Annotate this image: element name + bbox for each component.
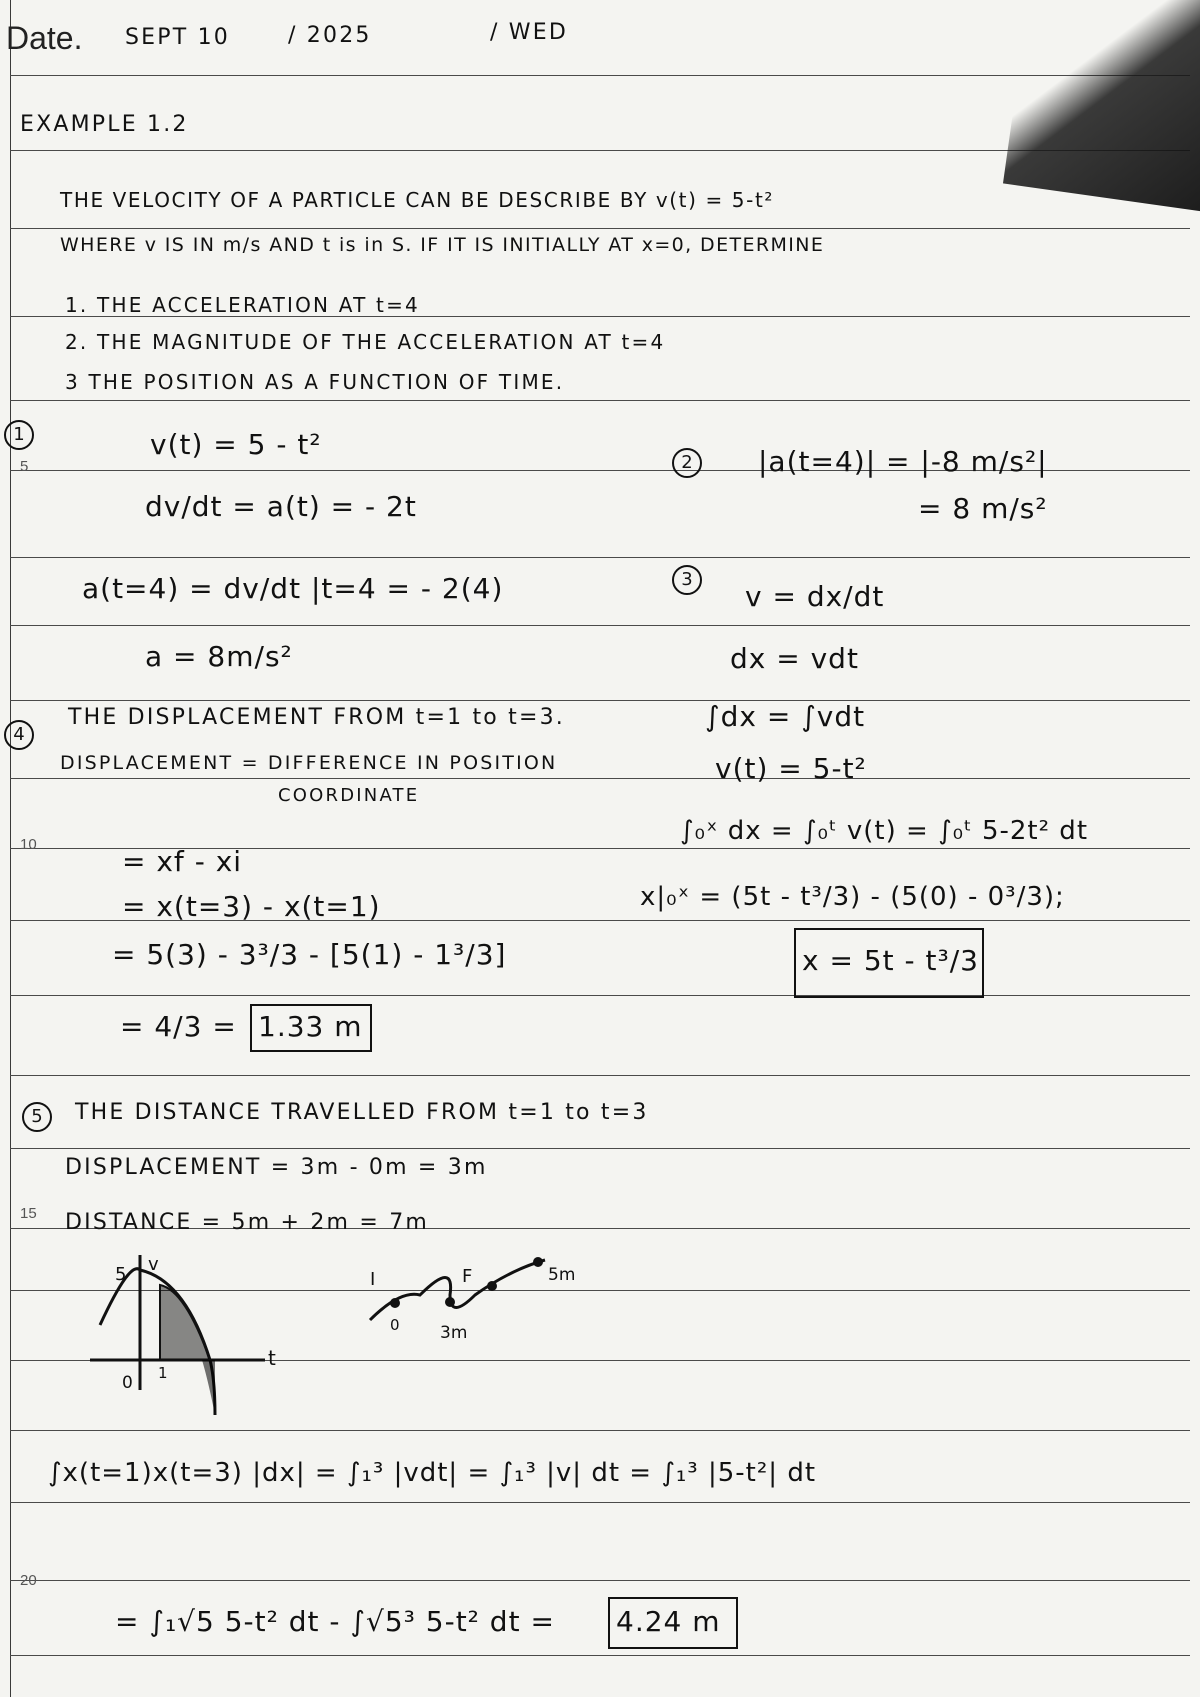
part5-line1: THE DISTANCE TRAVELLED FROM t=1 to t=3 — [75, 1100, 649, 1125]
part5-marker: 5 — [22, 1102, 52, 1132]
part3-line3: ∫dx = ∫vdt — [705, 700, 866, 733]
zero-label: 0 — [122, 1373, 133, 1393]
ruled-line — [10, 557, 1190, 558]
ruled-line — [10, 1148, 1190, 1149]
part4-step4: = 4/3 = — [120, 1010, 237, 1043]
ruled-line — [10, 995, 1190, 996]
ruled-line — [10, 1655, 1190, 1656]
part4-line1: THE DISPLACEMENT FROM t=1 to t=3. — [68, 705, 566, 730]
task-item: 1. THE ACCELERATION AT t=4 — [65, 293, 420, 317]
part4-step3: = 5(3) - 3³/3 - [5(1) - 1³/3] — [112, 938, 507, 971]
date-label: Date. — [6, 20, 83, 56]
ruled-line — [10, 1580, 1190, 1581]
part4-marker: 4 — [4, 720, 34, 750]
part2-marker: 2 — [672, 448, 702, 478]
part1-evaluate: a(t=4) = dv/dt |t=4 = - 2(4) — [82, 572, 504, 605]
particle-path — [370, 1260, 545, 1320]
ruled-line — [10, 625, 1190, 626]
ruled-line — [10, 75, 1190, 76]
line-number: 20 — [20, 1572, 37, 1589]
five-label: 5 — [115, 1264, 127, 1285]
initial-label: I — [370, 1269, 376, 1290]
part5-result: 4.24 m — [616, 1605, 721, 1638]
problem-statement-line2: WHERE v IS IN m/s AND t is in S. IF IT IS INITIALLY AT x=0, DETERMINE — [60, 234, 825, 256]
part4-step1: = xf - xi — [122, 845, 243, 878]
one-label: 1 — [158, 1364, 168, 1382]
part3-line2: dx = vdt — [730, 642, 859, 675]
part3-result: x = 5t - t³/3 — [802, 944, 979, 977]
ruled-line — [10, 1075, 1190, 1076]
part4-result: 1.33 m — [258, 1010, 363, 1043]
part5-line2: DISPLACEMENT = 3m - 0m = 3m — [65, 1155, 488, 1180]
ruled-line — [10, 400, 1190, 401]
part5-final-integral: = ∫₁√5 5-t² dt - ∫√5³ 5-t² dt = — [115, 1605, 555, 1638]
task-item: 3 THE POSITION AS A FUNCTION OF TIME. — [65, 370, 565, 394]
part3-line5: ∫₀ˣ dx = ∫₀ᵗ v(t) = ∫₀ᵗ 5-2t² dt — [680, 816, 1089, 846]
part2-line1: |a(t=4)| = |-8 m/s²| — [758, 445, 1048, 478]
date-weekday: / WED — [490, 20, 568, 45]
part3-line6: x|₀ˣ = (5t - t³/3) - (5(0) - 0³/3); — [640, 882, 1065, 912]
ruled-line — [10, 1502, 1190, 1503]
date-day-month: SEPT 10 — [125, 25, 230, 50]
part4-line3: COORDINATE — [278, 785, 420, 806]
task-item: 2. THE MAGNITUDE OF THE ACCELERATION AT t=4 — [65, 330, 666, 354]
three-m-label: 3m — [440, 1323, 468, 1343]
point-max — [533, 1257, 543, 1267]
final-label: F — [462, 1266, 473, 1287]
ruled-line — [10, 1430, 1190, 1431]
v-axis-label: v — [148, 1254, 159, 1275]
part5-line3: DISTANCE = 5m + 2m = 7m — [65, 1210, 430, 1235]
part2-line2: = 8 m/s² — [918, 492, 1048, 525]
part3-line1: v = dx/dt — [745, 580, 885, 613]
ruled-line — [10, 778, 1190, 779]
ruled-line — [10, 228, 1190, 229]
position-path-sketch — [360, 1250, 600, 1350]
example-title: EXAMPLE 1.2 — [20, 112, 189, 137]
part1-velocity: v(t) = 5 - t² — [150, 428, 322, 461]
zero-pos-label: 0 — [390, 1316, 400, 1334]
part3-line4: v(t) = 5-t² — [715, 752, 867, 785]
part3-marker: 3 — [672, 565, 702, 595]
five-m-label: 5m — [548, 1265, 576, 1285]
point-final — [487, 1281, 497, 1291]
ruled-line — [10, 700, 1190, 701]
part5-integral: ∫x(t=1)x(t=3) |dx| = ∫₁³ |vdt| = ∫₁³ |v| dt = ∫₁³ |5-t²| dt — [48, 1458, 817, 1488]
part1-derivative: dv/dt = a(t) = - 2t — [145, 490, 417, 523]
line-number: 5 — [20, 458, 29, 475]
line-number: 10 — [20, 836, 37, 853]
part4-line2: DISPLACEMENT = DIFFERENCE IN POSITION — [60, 752, 558, 774]
shaded-area-positive — [160, 1285, 210, 1360]
part1-result: a = 8m/s² — [145, 640, 293, 673]
shaded-area-negative — [202, 1360, 215, 1415]
part4-step2: = x(t=3) - x(t=1) — [122, 890, 381, 923]
point-start — [390, 1298, 400, 1308]
point-turn — [445, 1297, 455, 1307]
page-corner-shadow — [1003, 0, 1200, 214]
velocity-graph-sketch — [90, 1250, 290, 1420]
problem-statement-line1: THE VELOCITY OF A PARTICLE CAN BE DESCRIBE BY v(t) = 5-t² — [60, 188, 775, 212]
t-axis-label: t — [268, 1346, 276, 1370]
line-number: 15 — [20, 1205, 37, 1222]
part1-marker: 1 — [4, 420, 34, 450]
date-year: / 2025 — [288, 23, 372, 48]
